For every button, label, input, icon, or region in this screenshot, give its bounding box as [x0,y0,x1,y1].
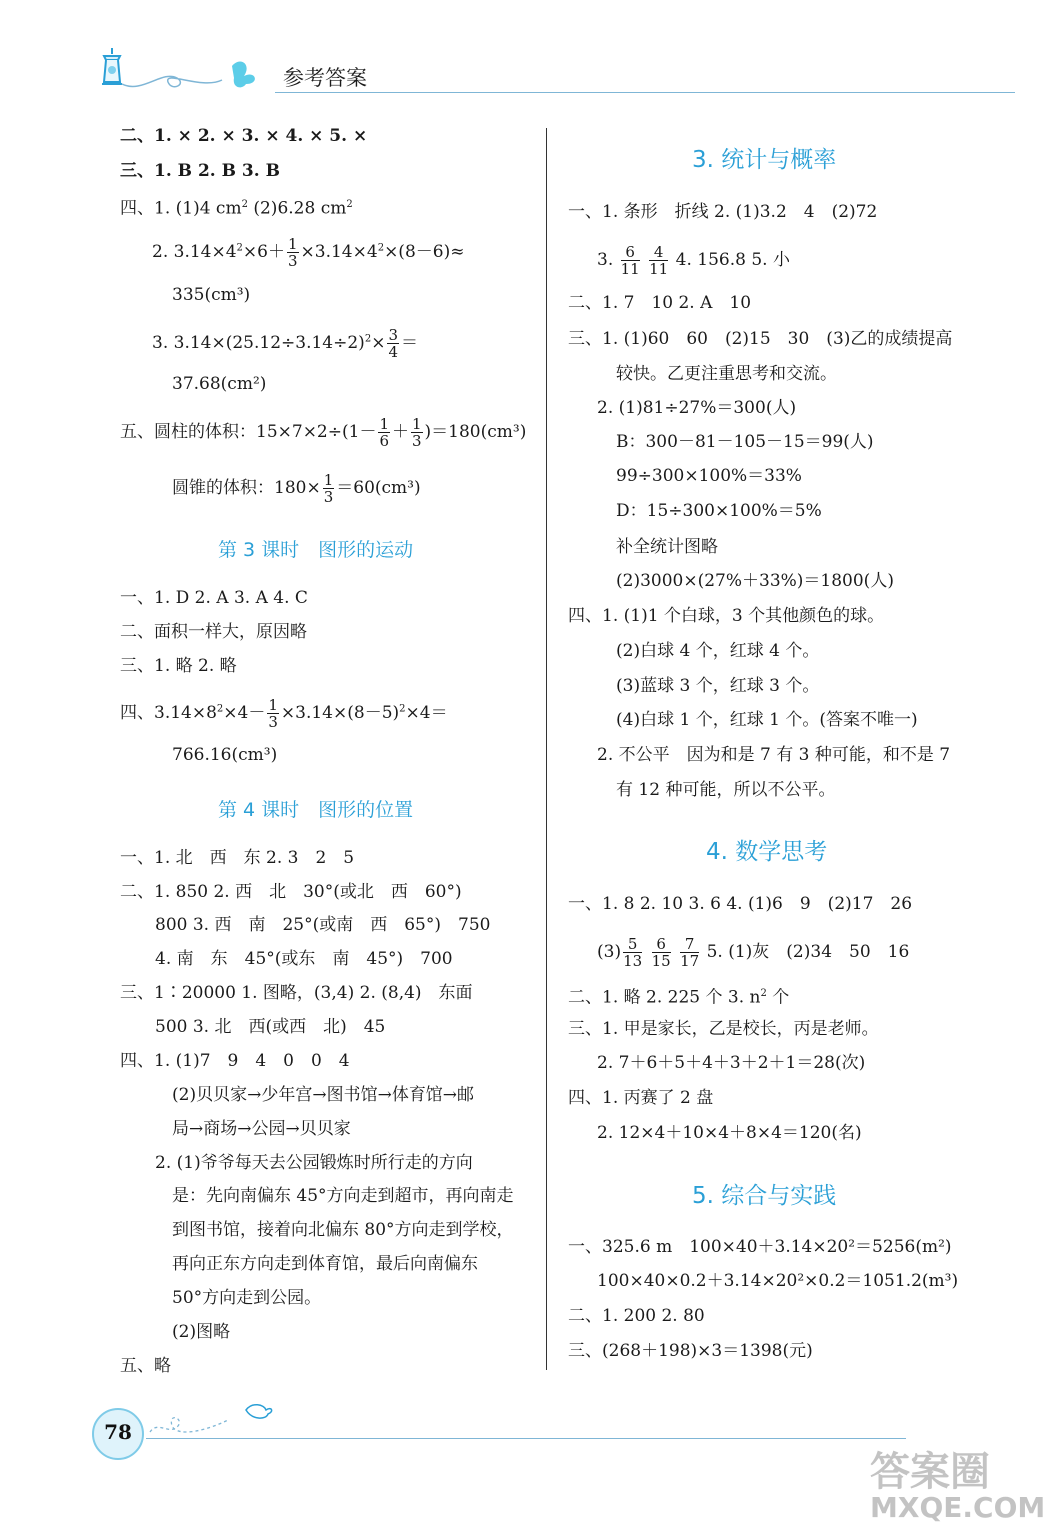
answer-line: 三、(268＋198)×3＝1398(元) [568,1341,813,1361]
answer-line: 二、1. 200 2. 80 [568,1306,705,1326]
answer-line: 4. 南 东 45°(或东 南 45°) 700 [155,949,453,969]
answer-line: 2. 不公平 因为和是 7 有 3 种可能，和不是 7 [597,745,951,765]
answer-line: 二、1. 850 2. 西 北 30°(或北 西 60°) [120,882,462,902]
answer-line: 2. $3.14\times 4^2\times 6+$ $\frac{1}{3}$ $\times 3.14\times 4^2\times(8-6)\approx$ [152,235,465,270]
answer-line: 到图书馆，接着向北偏东 80°方向走到学校， [172,1220,514,1240]
answer-line: 一、1. D 2. A 3. A 4. C [120,588,308,608]
answer-line: 五、略 [120,1356,171,1376]
answer-line: (4)白球 1 个，红球 1 个。(答案不唯一) [616,710,918,730]
answer-line: 一、1. 北 西 东 2. 3 2 5 [120,848,355,868]
page-number: 78 [104,1420,132,1444]
fraction: $\frac{1}{3}$ [287,235,298,270]
answer-line: 局→商场→公园→贝贝家 [172,1119,351,1139]
answer-line: 2. (1)81÷27%＝300(人) [597,398,797,418]
header-rule [275,92,1015,93]
answer-line: 335(cm³) [172,285,251,305]
answer-line: (3)蓝球 3 个，红球 3 个。 [616,676,820,696]
watermark-url: MXQE.COM [870,1491,1046,1524]
answer-line: 2. (1)爷爷每天去公园锻炼时所行走的方向 [155,1153,473,1173]
watermark [870,1440,1045,1524]
answer-line: 二、1. 7 10 2. A 10 [568,293,752,313]
answer-line: 37.68(cm²) [172,374,267,394]
answer-line: 四、$3.14\times 8^2\times 4-$ $\frac{1}{3}$ $\times 3.14\times(8-5)^2\times 4=$ [120,696,448,731]
answer-line: 二、1. 略 2. 225 个 3. $n^2$ 个 [568,987,790,1008]
answer-line: (2)白球 4 个，红球 4 个。 [616,641,820,661]
answer-line: 圆锥的体积：180× $\frac{1}{3}$ ＝60(cm³) [172,471,421,506]
answer-line: 766.16(cm³) [172,745,278,765]
answer-line: 50°方向走到公园。 [172,1288,322,1308]
answer-line: B：300－81－105－15＝99(人) [616,432,874,452]
answer-line: (2)3000×(27%＋33%)＝1800(人) [616,571,894,591]
answer-line: 三、1. (1)60 60 (2)15 30 (3)乙的成绩提高 [568,329,953,349]
answer-line: 是：先向南偏东 45°方向走到超市，再向南走 [172,1186,514,1206]
fraction: $\frac{1}{3}$ [323,471,334,506]
answer-line: 3. $\frac{6}{11}$ $\frac{4}{11}$ 4. 156.8 5. 小 [597,243,790,278]
fraction: $\frac{5}{13}$ [623,935,643,970]
fraction: $\frac{1}{6}$ [379,415,389,450]
watermark-title: 答案圈 [870,1449,990,1495]
answer-line: 99÷300×100%＝33% [616,466,802,486]
lamp-decoration-icon [92,40,292,100]
answer-line: 二、面积一样大，原因略 [120,622,307,642]
answer-line: 有 12 种可能，所以不公平。 [616,780,836,800]
answer-line: 五、圆柱的体积：15×7×2÷(1－ $\frac{1}{6}$ ＋ $\frac{1}{3}$ )＝180(cm³) [120,415,527,450]
answer-line: 2. 7＋6＋5＋4＋3＋2＋1＝28(次) [597,1053,866,1073]
answer-line: 一、325.6 m 100×40＋3.14×20²＝5256(m²) [568,1237,952,1257]
answer-line: 二、1. × 2. × 3. × 4. × 5. × [120,126,368,146]
answer-line: (2)图略 [172,1322,231,1342]
answer-line: 再向正东方向走到体育馆，最后向南偏东 [172,1254,478,1274]
answer-line: 100×40×0.2＋3.14×20²×0.2＝1051.2(m³) [597,1271,959,1291]
answer-line: 800 3. 西 南 25°(或南 西 65°) 750 [155,915,491,935]
header-title: 参考答案 [283,66,367,90]
answer-line: D：15÷300×100%＝5% [616,501,822,521]
section-heading: 3. 统计与概率 [692,147,837,173]
fraction: $\frac{7}{17}$ [680,935,700,970]
fraction: $\frac{1}{3}$ [412,415,422,450]
answer-line: 三、1. B 2. B 3. B [120,161,280,181]
fraction: $\frac{6}{11}$ [620,243,640,278]
answer-line: 一、1. 条形 折线 2. (1)3.2 4 (2)72 [568,202,878,222]
answer-line: 补全统计图略 [616,537,718,557]
answer-line: 四、1. 丙赛了 2 盘 [568,1088,714,1108]
answer-line: 较快。乙更注重思考和交流。 [616,364,837,384]
answer-line: 500 3. 北 西(或西 北) 45 [155,1017,386,1037]
answer-line: 三、1. 甲是家长，乙是校长，丙是老师。 [568,1019,879,1039]
answer-line: 3. $3.14\times(25.12\div 3.14\div 2)^2\times$ $\frac{3}{4}$ ＝ [152,326,418,361]
answer-line: 一、1. 8 2. 10 3. 6 4. (1)6 9 (2)17 26 [568,894,913,914]
answer-line: 2. 12×4＋10×4＋8×4＝120(名) [597,1123,862,1143]
fraction: $\frac{6}{15}$ [651,935,671,970]
answer-line: (2)贝贝家→少年宫→图书馆→体育馆→邮 [172,1085,475,1105]
section-heading: 第 4 课时 图形的位置 [218,799,414,821]
answer-line: 四、1. (1)4 $cm^2$ (2)6.28 $cm^2$ [120,198,353,219]
answer-line: 四、1. (1)1 个白球，3 个其他颜色的球。 [568,606,885,626]
section-heading: 4. 数学思考 [706,839,828,865]
fraction: $\frac{4}{11}$ [649,243,669,278]
section-heading: 第 3 课时 图形的运动 [218,539,414,561]
section-heading: 5. 综合与实践 [692,1183,837,1209]
bird-decoration-icon [148,1390,278,1440]
column-divider [546,128,547,1370]
fraction: $\frac{3}{4}$ [388,326,398,361]
fraction: $\frac{1}{3}$ [268,696,278,731]
answer-line: 三、1∶20000 1. 图略，(3,4) 2. (8,4) 东面 [120,983,473,1003]
answer-line: 三、1. 略 2. 略 [120,656,237,676]
answer-line: (3) $\frac{5}{13}$ $\frac{6}{15}$ $\frac{7}{17}$ 5. (1)灰 (2)34 50 16 [597,935,910,970]
footer-rule [146,1438,906,1439]
answer-line: 四、1. (1)7 9 4 0 0 4 [120,1051,350,1071]
